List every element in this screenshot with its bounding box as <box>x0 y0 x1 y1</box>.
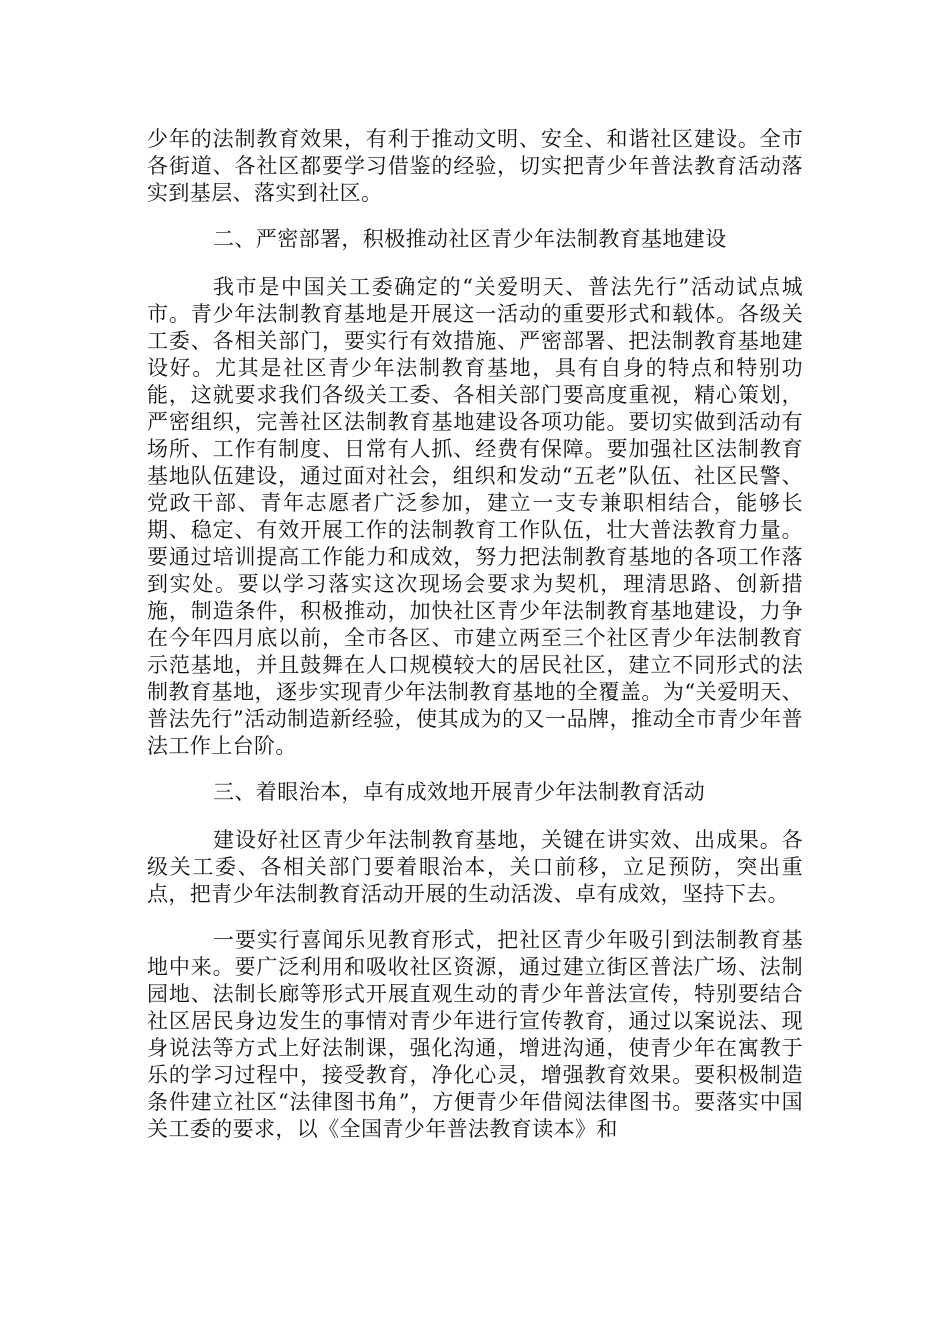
paragraph-section-3-item-1: 一要实行喜闻乐见教育形式，把社区青少年吸引到法制教育基地中来。要广泛利用和吸收社区资源，通过建立街区普法广场、法制园地、法制长廊等形式开展直观生动的青少年普法宣传，特别要结合社区居民身边发生的事情对青少年进行宣传教育，通过以案说法、现身说法等方式上好法制课，强化沟通，增进沟通，使青少年在寓教于乐的学习过程中，接受教育，净化心灵，增强教育效果。要积极制造条件建立社区“法律图书角”，方便青少年借阅法律图书。要落实中国关工委的要求，以《全国青少年普法教育读本》和 <box>147 928 803 1141</box>
paragraph-section-3-intro: 建设好社区青少年法制教育基地，关键在讲实效、出成果。各级关工委、各相关部门要着眼治本，关口前移，立足预防，突出重点，把青少年法制教育活动开展的生动活泼、卓有成效，坚持下去。 <box>147 828 803 906</box>
section-heading-2: 二、严密部署，积极推动社区青少年法制教育基地建设 <box>213 227 727 251</box>
paragraph-section-2: 我市是中国关工委确定的“关爱明天、普法先行”活动试点城市。青少年法制教育基地是开展这一活动的重要形式和载体。各级关工委、各相关部门，要实行有效措施、严密部署、把法制教育基地建设好。尤其是社区青少年法制教育基地，具有自身的特点和特别功能，这就要求我们各级关工委、各相关部门要高度重视，精心策划，严密组织，完善社区法制教育基地建设各项功能。要切实做到活动有场所、工作有制度、日常有人抓、经费有保障。要加强社区法制教育基地队伍建设，通过面对社会，组织和发动“五老”队伍、社区民警、党政干部、青年志愿者广泛参加，建立一支专兼职相结合，能够长期、稳定、有效开展工作的法制教育工作队伍，壮大普法教育力量。要通过培训提高工作能力和成效，努力把法制教育基地的各项工作落到实处。要以学习落实这次现场会要求为契机，理清思路、创新措施，制造条件，积极推动，加快社区青少年法制教育基地建设，力争在今年四月底以前，全市各区、市建立两至三个社区青少年法制教育示范基地，并且鼓舞在人口规模较大的居民社区，建立不同形式的法制教育基地，逐步实现青少年法制教育基地的全覆盖。为“关爱明天、普法先行”活动制造新经验，使其成为的又一品牌，推动全市青少年普法工作上台阶。 <box>147 275 803 758</box>
paragraph-continuation: 少年的法制教育效果，有利于推动文明、安全、和谐社区建设。全市各街道、各社区都要学习借鉴的经验，切实把青少年普法教育活动落实到基层、落实到社区。 <box>147 127 803 205</box>
section-heading-3: 三、着眼治本，卓有成效地开展青少年法制教育活动 <box>213 780 706 804</box>
document-body <box>147 126 803 1162</box>
